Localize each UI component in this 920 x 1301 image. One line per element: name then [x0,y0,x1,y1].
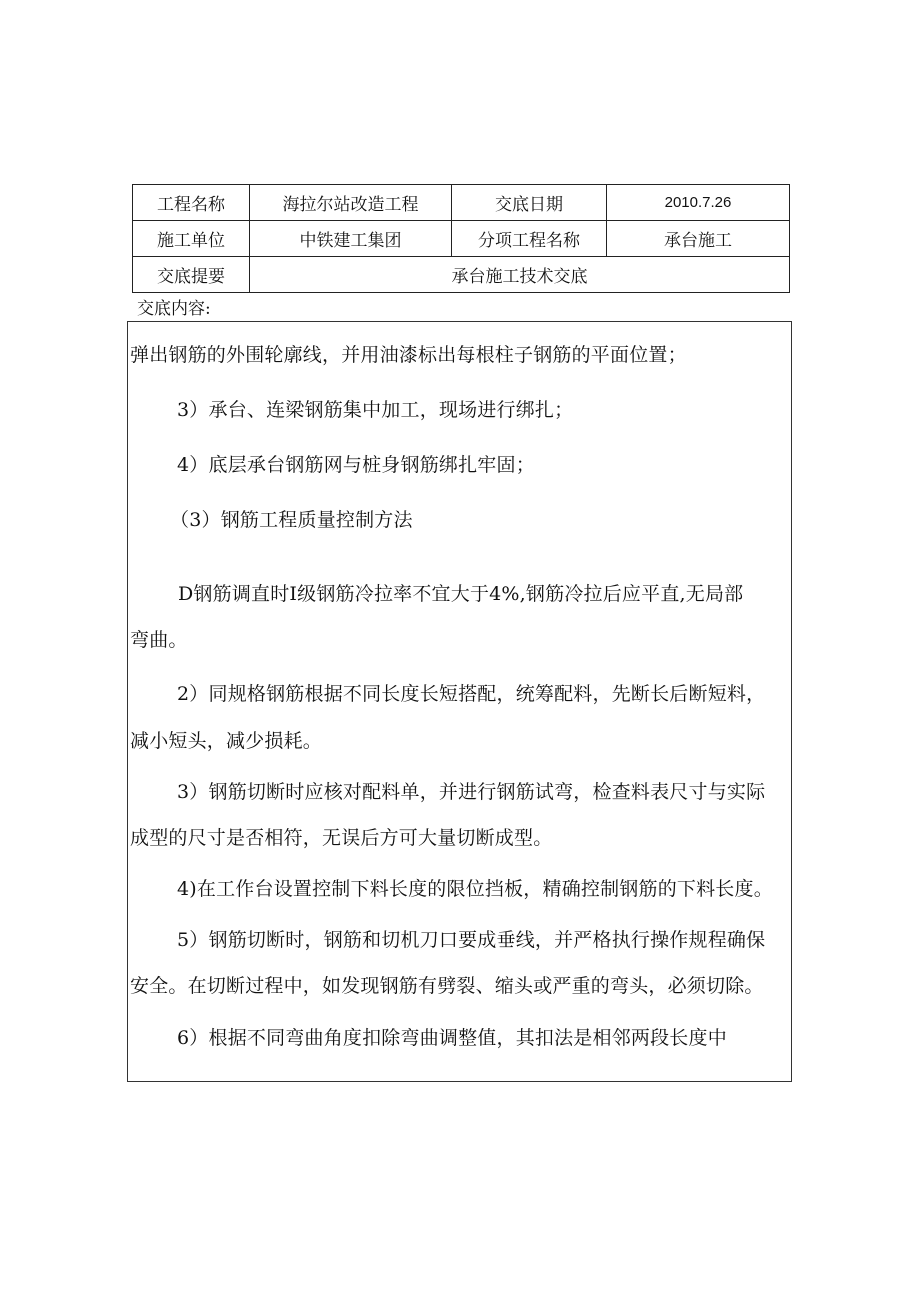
header-table [132,184,790,293]
summary-label: 交底提要 [133,257,250,293]
header-row-2 [133,221,790,257]
content-line-9: 3）钢筋切断时应核对配料单，并进行钢筋试弯，检查料表尺寸与实际 [177,781,766,803]
content-line-7: 2）同规格钢筋根据不同长度长短搭配，统筹配料，先断长后断短料， [177,683,766,705]
content-line-3: 4）底层承台钢筋网与桩身钢筋绑扎牢固； [177,454,535,476]
content-line-11: 4)在工作台设置控制下料长度的限位挡板，精确控制钢筋的下料长度。 [177,878,773,900]
header-row-1 [133,185,790,221]
project-name-value: 海拉尔站改造工程 [250,185,452,221]
date-value: 2010.7.26 [607,185,790,221]
unit-label: 施工单位 [133,221,250,257]
content-label: 交底内容: [137,299,211,319]
content-line-8: 减小短头，减少损耗。 [130,730,323,752]
content-line-13: 安全。在切断过程中，如发现钢筋有劈裂、缩头或严重的弯头，必须切除。 [130,975,764,997]
sub-project-label: 分项工程名称 [452,221,607,257]
date-label: 交底日期 [452,185,607,221]
content-line-14: 6）根据不同弯曲角度扣除弯曲调整值，其扣法是相邻两段长度中 [177,1027,727,1049]
content-line-6: 弯曲。 [130,629,188,651]
content-line-2: 3）承台、连梁钢筋集中加工，现场进行绑扎； [177,399,574,421]
unit-value: 中铁建工集团 [250,221,452,257]
summary-value: 承台施工技术交底 [250,257,790,293]
project-name-label: 工程名称 [133,185,250,221]
header-row-3 [133,257,790,293]
content-line-1: 弹出钢筋的外围轮廓线，并用油漆标出每根柱子钢筋的平面位置； [130,344,687,366]
content-line-10: 成型的尺寸是否相符，无误后方可大量切断成型。 [130,827,553,849]
content-line-5: D钢筋调直时I级钢筋冷拉率不宜大于4%,钢筋冷拉后应平直,无局部 [178,583,744,605]
content-line-4: （3）钢筋工程质量控制方法 [170,509,413,531]
sub-project-value: 承台施工 [607,221,790,257]
content-line-12: 5）钢筋切断时，钢筋和切机刀口要成垂线，并严格执行操作规程确保 [177,929,766,951]
